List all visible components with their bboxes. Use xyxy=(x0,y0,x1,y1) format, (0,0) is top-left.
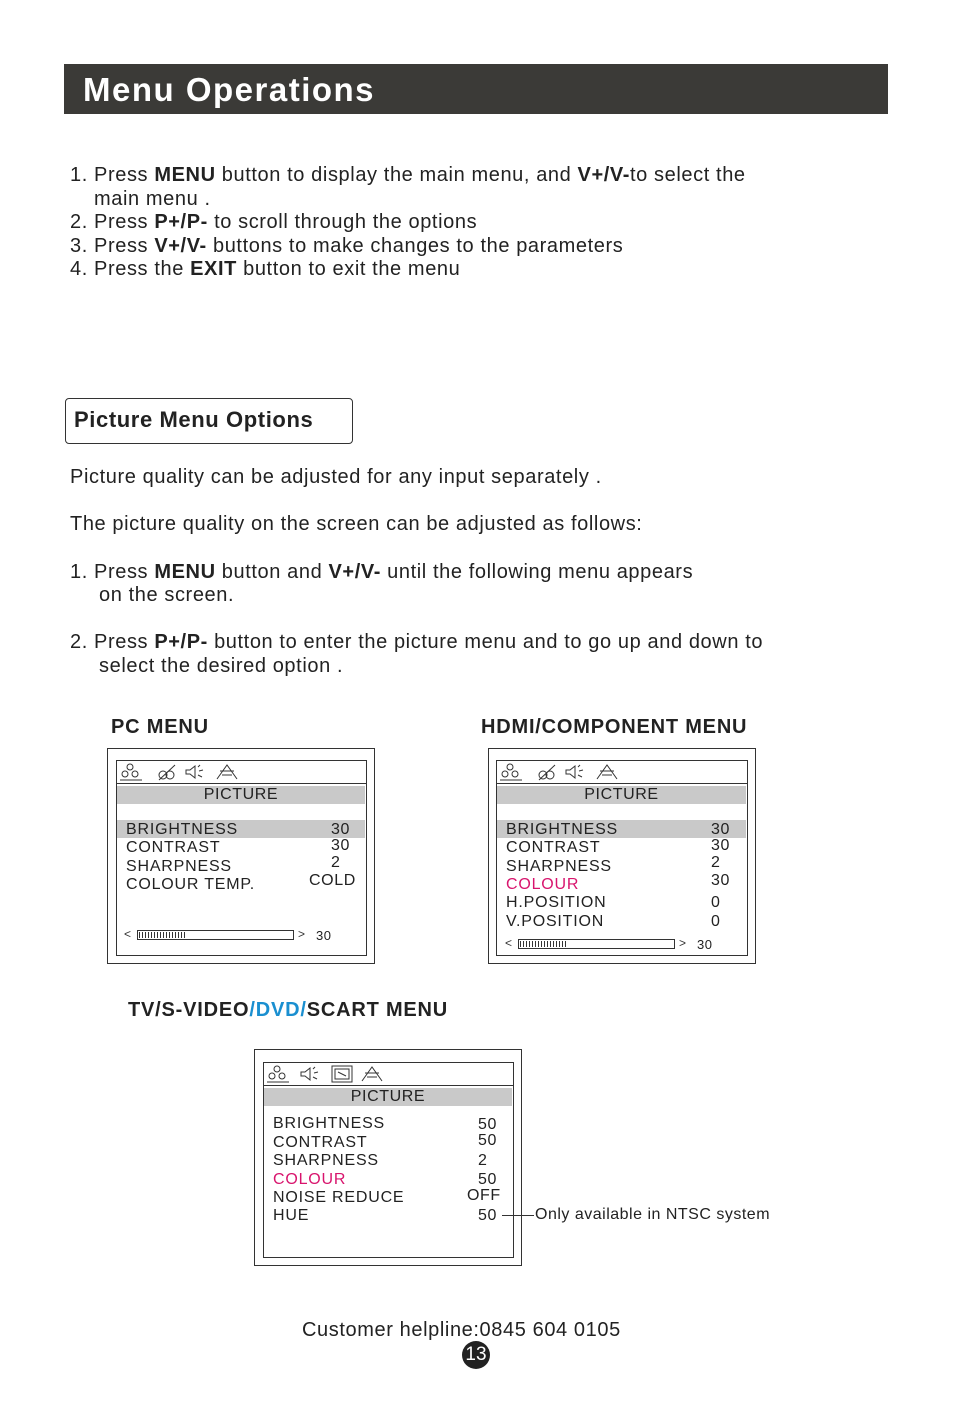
pc-menu-slider-fill xyxy=(139,932,186,938)
pc-menu-item-label[interactable]: COLOUR TEMP. xyxy=(126,876,256,893)
pc-menu-item-label[interactable]: CONTRAST xyxy=(126,839,221,856)
hdmi-menu-slider[interactable] xyxy=(518,939,675,949)
hdmi-menu-item-value: 0 xyxy=(711,894,721,911)
channel-icon xyxy=(330,1065,354,1083)
ntsc-note: Only available in NTSC system xyxy=(535,1206,771,1223)
picture-icon xyxy=(499,763,523,781)
pc-menu-item-value: 2 xyxy=(331,854,341,871)
paragraph-2: The picture quality on the screen can be adjusted as follows: xyxy=(70,513,643,535)
picture-icon xyxy=(266,1065,290,1083)
hdmi-menu-item-label[interactable]: CONTRAST xyxy=(506,839,601,856)
hdmi-menu-item-value: 30 xyxy=(711,872,730,889)
pc-menu-item-label[interactable]: BRIGHTNESS xyxy=(126,821,239,838)
pc-menu-heading: PC MENU xyxy=(111,716,209,738)
setup-icon xyxy=(595,763,619,781)
hdmi-menu-slider-value: 30 xyxy=(697,937,713,952)
pc-menu-item-label[interactable]: SHARPNESS xyxy=(126,858,232,875)
intro-step-2: 2. Press P+/P- to scroll through the options xyxy=(70,211,478,233)
hdmi-menu-item-label[interactable]: COLOUR xyxy=(506,876,580,893)
tv-menu-item-label[interactable]: SHARPNESS xyxy=(273,1152,379,1169)
tv-menu-item-value: 2 xyxy=(478,1152,488,1169)
body-step-1-cont: on the screen. xyxy=(99,584,235,606)
note-leader-line xyxy=(502,1215,534,1216)
tv-menu-heading: TV/S-VIDEO/DVD/SCART MENU xyxy=(128,999,449,1021)
body-step-2-cont: select the desired option . xyxy=(99,655,344,677)
pc-menu-item-value: COLD xyxy=(309,872,356,889)
intro-step-3: 3. Press V+/V- buttons to make changes to the parameters xyxy=(70,235,624,257)
paragraph-1: Picture quality can be adjusted for any input separately . xyxy=(70,466,602,488)
slider-right-arrow-icon[interactable]: > xyxy=(679,936,687,950)
tv-menu-item-value: 50 xyxy=(478,1132,497,1149)
pc-menu-iconbar xyxy=(116,760,367,784)
slider-left-arrow-icon[interactable]: < xyxy=(124,927,132,941)
color-icon xyxy=(155,763,179,781)
hdmi-menu-item-label[interactable]: SHARPNESS xyxy=(506,858,612,875)
sound-icon xyxy=(183,763,207,781)
pc-menu-slider[interactable] xyxy=(137,930,294,940)
setup-icon xyxy=(360,1065,384,1083)
pc-menu-slider-value: 30 xyxy=(316,928,332,943)
picture-icon xyxy=(119,763,143,781)
tv-menu-item-value: 50 xyxy=(478,1171,497,1188)
tv-menu-item-value: OFF xyxy=(467,1187,501,1204)
color-icon xyxy=(535,763,559,781)
hdmi-menu-item-value: 30 xyxy=(711,821,730,838)
tv-menu-item-label[interactable]: CONTRAST xyxy=(273,1134,368,1151)
tv-menu-title-bar: PICTURE xyxy=(264,1088,512,1106)
hdmi-menu-item-value: 0 xyxy=(711,913,721,930)
tv-menu-item-label[interactable]: COLOUR xyxy=(273,1171,347,1188)
section-title: Picture Menu Options xyxy=(74,407,314,432)
hdmi-menu-item-label[interactable]: V.POSITION xyxy=(506,913,605,930)
hdmi-menu-item-label[interactable]: BRIGHTNESS xyxy=(506,821,619,838)
pc-menu-item-value: 30 xyxy=(331,821,350,838)
hdmi-menu-item-label[interactable]: H.POSITION xyxy=(506,894,607,911)
hdmi-menu-item-value: 30 xyxy=(711,837,730,854)
hdmi-menu-heading: HDMI/COMPONENT MENU xyxy=(481,716,748,738)
tv-menu-item-label[interactable]: HUE xyxy=(273,1207,310,1224)
slider-right-arrow-icon[interactable]: > xyxy=(298,927,306,941)
hdmi-menu-item-value: 2 xyxy=(711,854,721,871)
page-title: Menu Operations xyxy=(83,71,376,108)
body-step-2: 2. Press P+/P- button to enter the picture menu and to go up and down to xyxy=(70,631,764,653)
tv-menu-item-value: 50 xyxy=(478,1207,497,1224)
tv-menu-item-value: 50 xyxy=(478,1116,497,1133)
slider-left-arrow-icon[interactable]: < xyxy=(505,936,513,950)
sound-icon xyxy=(563,763,587,781)
tv-menu-item-label[interactable]: BRIGHTNESS xyxy=(273,1115,386,1132)
hdmi-menu-iconbar xyxy=(496,760,748,784)
sound-icon xyxy=(298,1065,322,1083)
customer-helpline: Customer helpline:0845 604 0105 xyxy=(302,1319,621,1341)
setup-icon xyxy=(215,763,239,781)
intro-step-1-cont: main menu . xyxy=(94,188,211,210)
hdmi-menu-slider-fill xyxy=(520,941,567,947)
page-number: 13 xyxy=(462,1341,490,1369)
pc-menu-item-value: 30 xyxy=(331,837,350,854)
hdmi-menu-title-bar: PICTURE xyxy=(497,786,746,804)
intro-step-1: 1. Press MENU button to display the main menu, and V+/V-to select the xyxy=(70,164,746,186)
body-step-1: 1. Press MENU button and V+/V- until the following menu appears xyxy=(70,561,694,583)
tv-menu-item-label[interactable]: NOISE REDUCE xyxy=(273,1189,405,1206)
intro-step-4: 4. Press the EXIT button to exit the menu xyxy=(70,258,461,280)
pc-menu-title-bar: PICTURE xyxy=(117,786,365,804)
tv-menu-iconbar xyxy=(263,1062,514,1086)
